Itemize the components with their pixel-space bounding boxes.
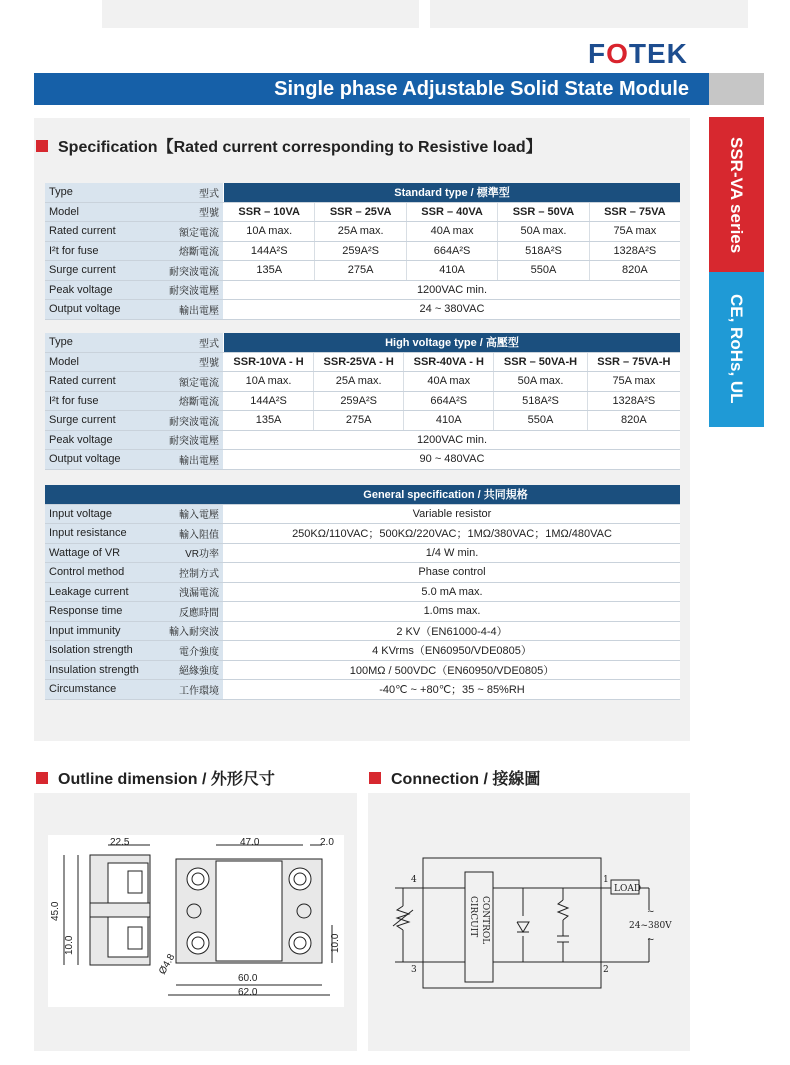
- model-cell: SSR – 75VA-H: [587, 352, 680, 372]
- row-label-cn: 洩漏電流: [153, 582, 224, 602]
- value-cell: 1328A²S: [589, 241, 680, 261]
- table-row: [45, 660, 680, 680]
- table-row: [45, 504, 680, 524]
- row-label-cn: VR功率: [153, 543, 224, 563]
- value-cell: 144A²S: [224, 391, 314, 411]
- dim-10-0-right: 10.0: [330, 933, 341, 953]
- dim-hole-4-8: Ø4.8: [157, 952, 178, 977]
- row-label: Response time: [45, 602, 153, 622]
- row-label-cn: 耐突波電流: [153, 261, 224, 281]
- outline-heading-text: Outline dimension / 外形尺寸: [58, 771, 275, 788]
- value-cell: 259A²S: [315, 241, 406, 261]
- row-label-cn: 輸入電壓: [153, 504, 224, 524]
- row-label: Rated current: [45, 222, 153, 242]
- value-cell: 550A: [494, 411, 587, 431]
- value-cell: 10A max.: [224, 372, 314, 392]
- cert-label: CE, RoHs, UL: [727, 294, 746, 404]
- value-cell: 820A: [589, 261, 680, 281]
- value-cell: 550A: [498, 261, 589, 281]
- model-cell: SSR-10VA - H: [224, 352, 314, 372]
- page-title: Single phase Adjustable Solid State Module: [34, 73, 709, 105]
- standard-spec-table: [45, 183, 680, 320]
- row-label: Surge current: [45, 261, 153, 281]
- connection-diagram: [385, 850, 675, 990]
- value-cell: 25A max.: [314, 372, 404, 392]
- row-label: Output voltage: [45, 450, 153, 470]
- dim-2-0: 2.0: [320, 837, 334, 848]
- value-cell: Phase control: [224, 563, 681, 583]
- row-label-cn: 耐突波電流: [153, 411, 224, 431]
- table-row: [45, 621, 680, 641]
- row-label: I²t for fuse: [45, 391, 153, 411]
- fotek-logo: FOTEK: [588, 38, 688, 69]
- table-row: [45, 485, 680, 504]
- model-cell: SSR – 50VA: [498, 202, 589, 222]
- model-cell: SSR – 50VA-H: [494, 352, 587, 372]
- supply-voltage-label: 24~380V: [629, 921, 672, 931]
- load-label: LOAD: [614, 884, 642, 894]
- value-cell: 518A²S: [498, 241, 589, 261]
- row-label: Peak voltage: [45, 280, 153, 300]
- value-cell: 1200VAC min.: [224, 280, 681, 300]
- type-label: Type: [45, 333, 153, 352]
- connection-heading-text: Connection / 接線圖: [391, 771, 541, 788]
- row-label-cn: 輸入阻值: [153, 524, 224, 544]
- value-cell: 1200VAC min.: [224, 430, 681, 450]
- row-label: Rated current: [45, 372, 153, 392]
- table-row: [45, 680, 680, 700]
- dim-10-0-left: 10.0: [64, 935, 75, 955]
- row-label-cn: 型號: [153, 352, 224, 372]
- row-label: Output voltage: [45, 300, 153, 320]
- value-cell: 24 ~ 380VAC: [224, 300, 681, 320]
- value-cell: 25A max.: [315, 222, 406, 242]
- row-label: Isolation strength: [45, 641, 153, 661]
- table-row: [45, 183, 680, 202]
- side-tab-series: [709, 117, 764, 272]
- row-label-cn: 熔斷電流: [153, 391, 224, 411]
- ctrl-label-2: CIRCUIT: [468, 896, 478, 938]
- outline-drawing: [48, 835, 344, 1007]
- row-label: Surge current: [45, 411, 153, 431]
- top-placeholder-left: [102, 0, 419, 28]
- value-cell: 410A: [406, 261, 497, 281]
- dim-22-5: 22.5: [110, 837, 130, 848]
- value-cell: 820A: [587, 411, 680, 431]
- bullet-square-icon: [36, 140, 48, 152]
- dim-62-0: 62.0: [238, 987, 258, 998]
- table-row: [45, 333, 680, 352]
- row-label: Wattage of VR: [45, 543, 153, 563]
- terminal-1: 1: [603, 875, 609, 885]
- value-cell: Variable resistor: [224, 504, 681, 524]
- value-cell: 50A max.: [498, 222, 589, 242]
- row-label: Input immunity: [45, 621, 153, 641]
- table-row: [45, 300, 680, 320]
- value-cell: 144A²S: [224, 241, 315, 261]
- bullet-square-icon: [36, 772, 48, 784]
- row-label: Input voltage: [45, 504, 153, 524]
- value-cell: 100MΩ / 500VDC（EN60950/VDE0805）: [224, 660, 681, 680]
- table-row: [45, 352, 680, 372]
- row-label: Model: [45, 202, 153, 222]
- value-cell: 410A: [404, 411, 494, 431]
- row-label-cn: 電介強度: [153, 641, 224, 661]
- row-label-cn: 控制方式: [153, 563, 224, 583]
- table-row: [45, 411, 680, 431]
- row-label-cn: 額定電流: [153, 372, 224, 392]
- model-cell: SSR – 10VA: [224, 202, 315, 222]
- high-voltage-spec-table: [45, 333, 680, 470]
- ac-symbol-icon: ~: [647, 907, 655, 917]
- value-cell: 2 KV（EN61000-4-4）: [224, 621, 681, 641]
- spec-heading: [36, 134, 542, 157]
- value-cell: 518A²S: [494, 391, 587, 411]
- row-label-cn: 輸出電壓: [153, 450, 224, 470]
- table-row: [45, 524, 680, 544]
- value-cell: 664A²S: [404, 391, 494, 411]
- title-bar-end: [709, 73, 764, 105]
- row-label: Leakage current: [45, 582, 153, 602]
- value-cell: 1.0ms max.: [224, 602, 681, 622]
- ac-symbol-icon: ~: [647, 935, 655, 945]
- type-label-cn: 型式: [153, 183, 224, 202]
- row-label: Peak voltage: [45, 430, 153, 450]
- dim-60-0: 60.0: [238, 973, 258, 984]
- row-label: Circumstance: [45, 680, 153, 700]
- value-cell: 10A max.: [224, 222, 315, 242]
- value-cell: 1328A²S: [587, 391, 680, 411]
- value-cell: 275A: [315, 261, 406, 281]
- value-cell: 664A²S: [406, 241, 497, 261]
- value-cell: 90 ~ 480VAC: [224, 450, 681, 470]
- type-label: Type: [45, 183, 153, 202]
- value-cell: 259A²S: [314, 391, 404, 411]
- table-row: [45, 261, 680, 281]
- side-tab-cert: [709, 272, 764, 427]
- wiring-lines: [393, 858, 649, 988]
- row-label: Model: [45, 352, 153, 372]
- outline-heading: [36, 766, 275, 789]
- model-cell: SSR – 25VA: [315, 202, 406, 222]
- model-cell: SSR-40VA - H: [404, 352, 494, 372]
- value-cell: 135A: [224, 261, 315, 281]
- value-cell: 50A max.: [494, 372, 587, 392]
- terminal-3: 3: [411, 965, 417, 975]
- row-label-cn: 耐突波電壓: [153, 280, 224, 300]
- row-label-cn: 工作環境: [153, 680, 224, 700]
- model-cell: SSR – 40VA: [406, 202, 497, 222]
- value-cell: 4 KVrms（EN60950/VDE0805）: [224, 641, 681, 661]
- general-spec-table: [45, 485, 680, 700]
- table-row: [45, 372, 680, 392]
- table-row: [45, 202, 680, 222]
- row-label: Insulation strength: [45, 660, 153, 680]
- value-cell: -40℃ ~ +80℃；35 ~ 85%RH: [224, 680, 681, 700]
- dim-47-0: 47.0: [240, 837, 260, 848]
- table-row: [45, 582, 680, 602]
- row-label: Input resistance: [45, 524, 153, 544]
- value-cell: 40A max: [406, 222, 497, 242]
- value-cell: 135A: [224, 411, 314, 431]
- model-cell: SSR – 75VA: [589, 202, 680, 222]
- type-label-cn: 型式: [153, 333, 224, 352]
- series-label: SSR-VA series: [727, 137, 746, 254]
- row-label-cn: 輸入耐突波: [153, 621, 224, 641]
- row-label-cn: 熔斷電流: [153, 241, 224, 261]
- value-cell: 275A: [314, 411, 404, 431]
- table-row: [45, 222, 680, 242]
- table-row: [45, 602, 680, 622]
- top-placeholder-right: [430, 0, 748, 28]
- table-row: [45, 543, 680, 563]
- table-row: [45, 450, 680, 470]
- table-row: [45, 430, 680, 450]
- table-row: [45, 641, 680, 661]
- ctrl-label-1: CONTROL: [480, 896, 490, 945]
- standard-type-header: Standard type / 標準型: [224, 183, 681, 202]
- row-label-cn: 耐突波電壓: [153, 430, 224, 450]
- row-label-cn: 額定電流: [153, 222, 224, 242]
- table-row: [45, 391, 680, 411]
- value-cell: 5.0 mA max.: [224, 582, 681, 602]
- table-row: [45, 280, 680, 300]
- high-voltage-type-header: High voltage type / 高壓型: [224, 333, 681, 352]
- connection-heading: [369, 766, 540, 789]
- table-row: [45, 241, 680, 261]
- row-label-cn: 型號: [153, 202, 224, 222]
- value-cell: 250KΩ/110VAC；500KΩ/220VAC；1MΩ/380VAC；1MΩ/480VAC: [224, 524, 681, 544]
- bullet-square-icon: [369, 772, 381, 784]
- row-label-cn: 反應時間: [153, 602, 224, 622]
- row-label-cn: 輸出電壓: [153, 300, 224, 320]
- spec-heading-text: Specification【Rated current corresponding to Resistive load】: [58, 139, 542, 156]
- terminal-2: 2: [603, 965, 609, 975]
- dim-45-0: 45.0: [50, 901, 61, 921]
- terminal-4: 4: [411, 875, 417, 885]
- row-label-cn: 絕緣強度: [153, 660, 224, 680]
- row-label: Control method: [45, 563, 153, 583]
- table-row: [45, 563, 680, 583]
- value-cell: 75A max: [589, 222, 680, 242]
- general-spec-header: General specification / 共同規格: [45, 485, 680, 504]
- value-cell: 75A max: [587, 372, 680, 392]
- value-cell: 40A max: [404, 372, 494, 392]
- row-label: I²t for fuse: [45, 241, 153, 261]
- value-cell: 1/4 W min.: [224, 543, 681, 563]
- model-cell: SSR-25VA - H: [314, 352, 404, 372]
